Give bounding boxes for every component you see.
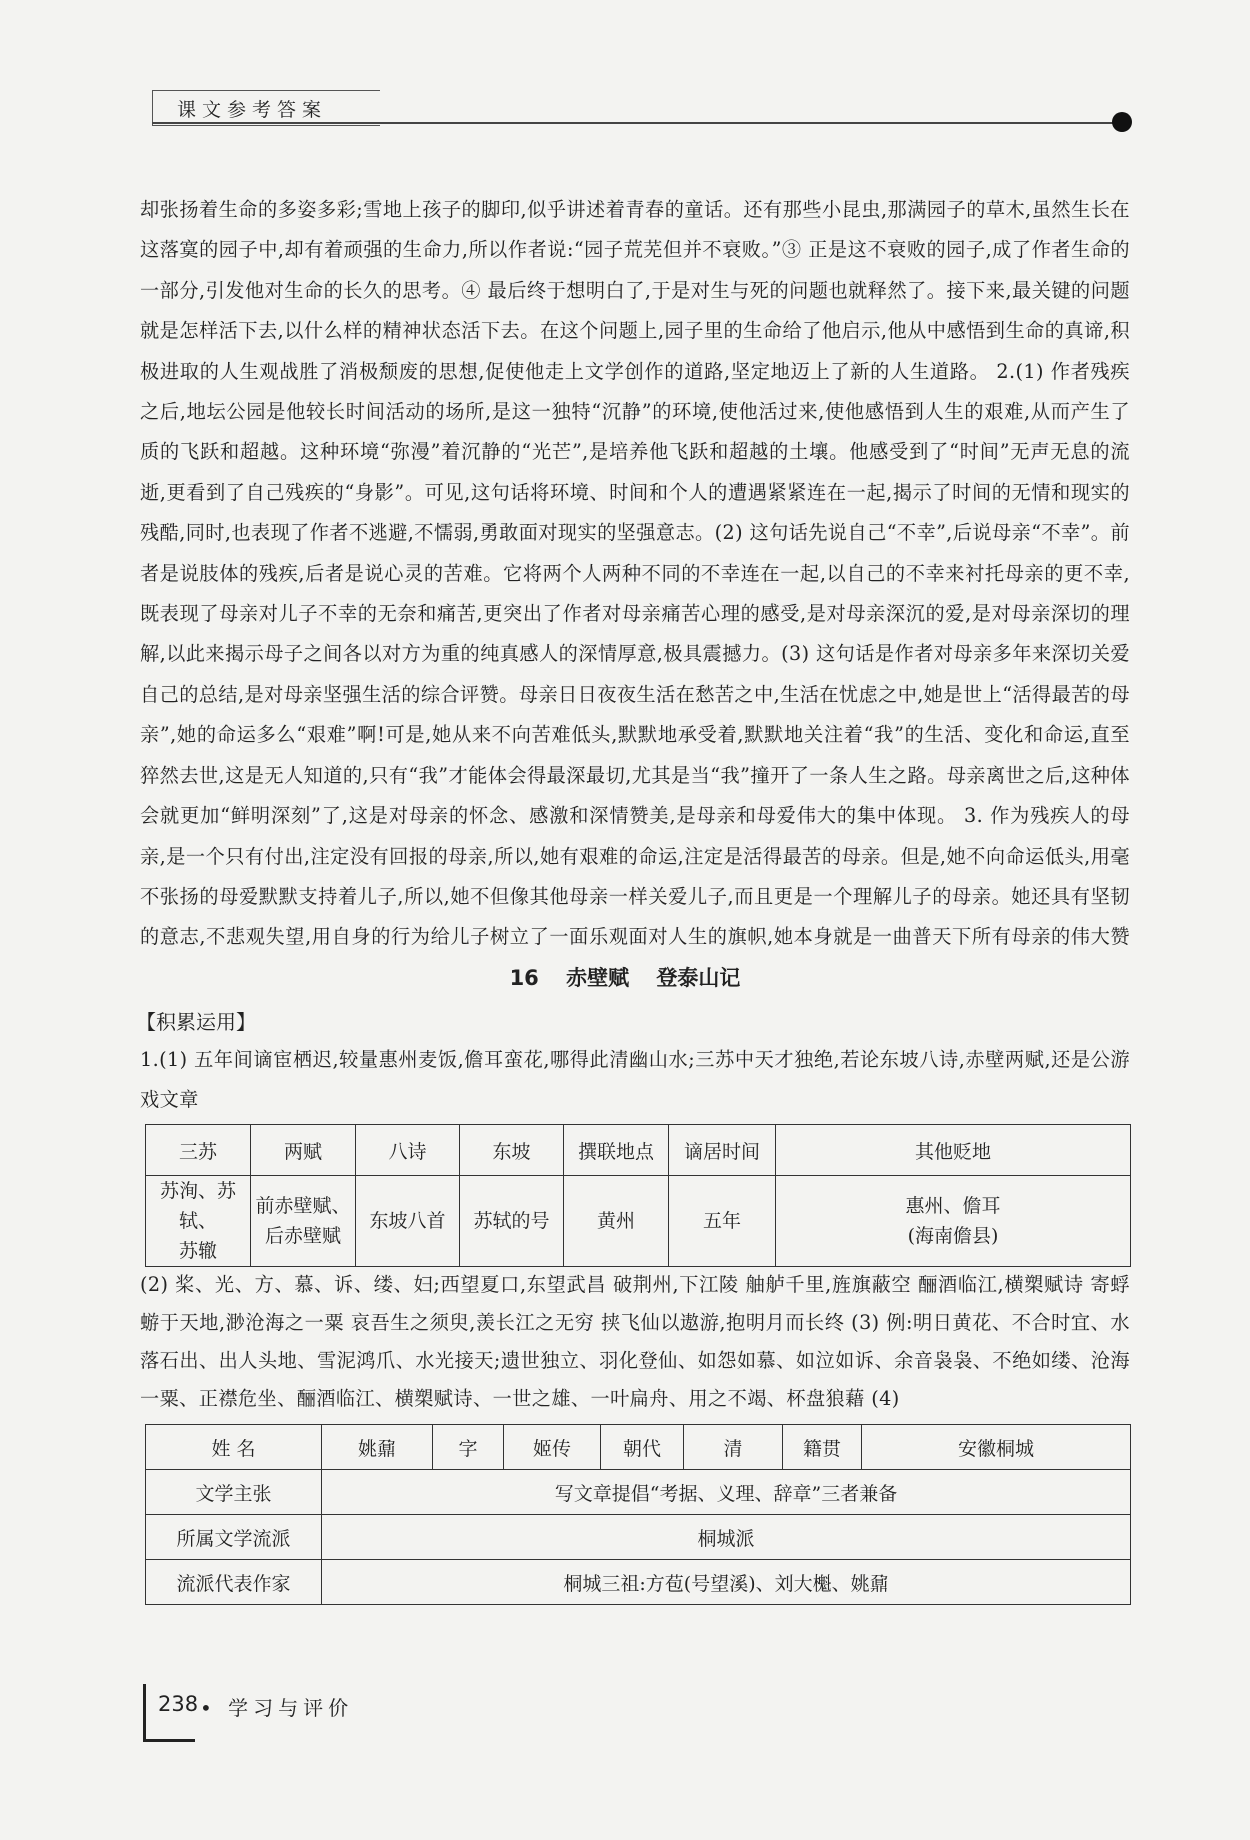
cell-line: 苏洵、苏轼、 [159, 1180, 236, 1232]
table-row [146, 1560, 1131, 1605]
answer-item-1: 1.(1) 五年间谪宦栖迟,较量惠州麦饭,儋耳蛮花,哪得此清幽山水;三苏中天才独绝,若论东坡八诗,赤壁两赋,还是公游戏文章 [140, 1048, 1130, 1112]
cell-line: 前赤壁赋、 [255, 1195, 351, 1217]
cell-line: 惠州、儋耳 [905, 1195, 1001, 1217]
value-cell: 桐城三祖:方苞(号望溪)、刘大櫆、姚鼐 [322, 1560, 1131, 1605]
cell-line: 苏辙 [178, 1240, 217, 1262]
table-cell-other [776, 1176, 1131, 1267]
section-number: 16 [509, 966, 539, 990]
table-header-cell: 撰联地点 [564, 1125, 669, 1176]
section-title [0, 962, 1250, 992]
su-family-table [145, 1124, 1131, 1267]
header-label: 课文参考答案 [152, 90, 380, 126]
label-cell: 朝代 [601, 1425, 684, 1470]
table-cell-fu [251, 1176, 356, 1267]
value-cell: 姬传 [504, 1425, 601, 1470]
header-rule [152, 122, 1122, 124]
label-cell: 籍贯 [783, 1425, 862, 1470]
table-header-cell: 三苏 [146, 1125, 251, 1176]
table-header-cell: 其他贬地 [776, 1125, 1131, 1176]
label-cell: 文学主张 [146, 1470, 322, 1515]
value-cell: 写文章提倡“考据、义理、辞章”三者兼备 [322, 1470, 1131, 1515]
cell-line: (海南儋县) [907, 1225, 999, 1247]
table-header-cell: 东坡 [460, 1125, 564, 1176]
table-header-cell: 谪居时间 [669, 1125, 776, 1176]
label-cell: 姓 名 [146, 1425, 322, 1470]
value-cell: 桐城派 [322, 1515, 1131, 1560]
answer-text-continued: 却张扬着生命的多姿多彩;雪地上孩子的脚印,似乎讲述着青春的童话。还有那些小昆虫,那满园子的草木,虽然生长在这落寞的园子中,却有着顽强的生命力,所以作者说:“园子荒芜但并不衰败。”③ 正是这不衰败的园子,成了作者生命的一部分,引发他对生命的长久的思考。④ 最后终于想明白了,于是对生与死的问题也就释然了。接下来,最关键的问题就是怎样活下去,以什么样的精神状态活下去。在这个问题上,园子里的生命给了他启示,他从中感悟到生命的真谛,积极进取的人生观战胜了消极颓废的思想,促使他走上文学创作的道路,坚定地迈上了新的人生道路。 2.(1) 作者残疾之后,地坛公园是他较长时间活动的场所,是这一独特“沉静”的环境,使他活过来,使他感悟到人生的艰难,从而产生了质的飞跃和超越。这种环境“弥漫”着沉静的“光芒”,是培养他飞跃和超越的土壤。他感受到了“时间”无声无息的流逝,更看到了自己残疾的“身影”。可见,这句话将环境、时间和个人的遭遇紧紧连在一起,揭示了时间的无情和现实的残酷,同时,也表现了作者不逃避,不懦弱,勇敢面对现实的坚强意志。(2) 这句话先说自己“不幸”,后说母亲“不幸”。前者是说肢体的残疾,后者是说心灵的苦难。它将两个人两种不同的不幸连在一起,以自己的不幸来衬托母亲的更不幸,既表现了母亲对儿子不幸的无奈和痛苦,更突出了作者对母亲痛苦心理的感受,是对母亲深沉的爱,是对母亲深切的理解,以此来揭示母子之间各以对方为重的纯真感人的深情厚意,极具震撼力。(3) 这句话是作者对母亲多年来深切关爱自己的总结,是对母亲坚强生活的综合评赞。母亲日日夜夜生活在愁苦之中,生活在忧虑之中,她是世上“活得最苦的母亲”,她的命运多么“艰难”啊!可是,她从来不向苦难低头,默默地承受着,默默地关注着“我”的生活、变化和命运,直至猝然去世,这是无人知道的,只有“我”才能体会得最深最切,尤其是当“我”撞开了一条人生之路。母亲离世之后,这种体会就更加“鲜明深刻”了,这是对母亲的怀念、感激和深情赞美,是母亲和母爱伟大的集中体现。 3. 作为残疾人的母亲,是一个只有付出,注定没有回报的母亲,所以,她有艰难的命运,注定是活得最苦的母亲。但是,她不向命运低头,用毫不张扬的母爱默默支持着儿子,所以,她不但像其他母亲一样关爱儿子,而且更是一个理解儿子的母亲。她还具有坚韧的意志,不悲观失望,用自身的行为给儿子树立了一面乐观面对人生的旗帜,她本身就是一曲普天下所有母亲的伟大赞 [140, 198, 1130, 949]
table-cell-time: 五年 [669, 1176, 776, 1267]
footer-bracket-horizontal [143, 1739, 195, 1742]
label-cell: 字 [433, 1425, 504, 1470]
header-dot [1112, 112, 1132, 132]
value-cell: 姚鼐 [322, 1425, 433, 1470]
table-header-row [146, 1125, 1131, 1176]
table-cell-place: 黄州 [564, 1176, 669, 1267]
value-cell: 清 [684, 1425, 783, 1470]
table-header-cell: 两赋 [251, 1125, 356, 1176]
label-cell: 流派代表作家 [146, 1560, 322, 1605]
section-title-b: 登泰山记 [656, 966, 741, 990]
yao-nai-table [145, 1424, 1131, 1605]
book-title: • 学习与评价 [200, 1696, 354, 1720]
sub-heading: 【积累运用】 [136, 1010, 256, 1034]
cell-line: 后赤壁赋 [264, 1225, 341, 1247]
label-cell: 所属文学流派 [146, 1515, 322, 1560]
table-header-cell: 八诗 [356, 1125, 460, 1176]
table-row [146, 1176, 1131, 1267]
section-title-a: 赤壁赋 [566, 966, 630, 990]
table-cell-bashi: 东坡八首 [356, 1176, 460, 1267]
footer-bracket-vertical [143, 1684, 146, 1742]
table-row [146, 1515, 1131, 1560]
page-number: 238 [158, 1692, 199, 1716]
table-cell-sansu [146, 1176, 251, 1267]
value-cell: 安徽桐城 [862, 1425, 1131, 1470]
table-row [146, 1425, 1131, 1470]
answer-items-2-4: (2) 桨、光、方、慕、诉、缕、妇;西望夏口,东望武昌 破荆州,下江陵 舳舻千里,旌旗蔽空 酾酒临江,横槊赋诗 寄蜉蝣于天地,渺沧海之一粟 哀吾生之须臾,羡长江之无穷 挟飞仙以遨游,抱明月而长终 (3) 例:明日黄花、不合时宜、水落石出、出人头地、雪泥鸿爪、水光接天;遗世独立、羽化登仙、如怨如慕、如泣如诉、余音袅袅、不绝如缕、沧海一粟、正襟危坐、酾酒临江、横槊赋诗、一世之雄、一叶扁舟、用之不竭、杯盘狼藉 (4) [140, 1273, 1130, 1410]
table-cell-dongpo: 苏轼的号 [460, 1176, 564, 1267]
table-row [146, 1470, 1131, 1515]
